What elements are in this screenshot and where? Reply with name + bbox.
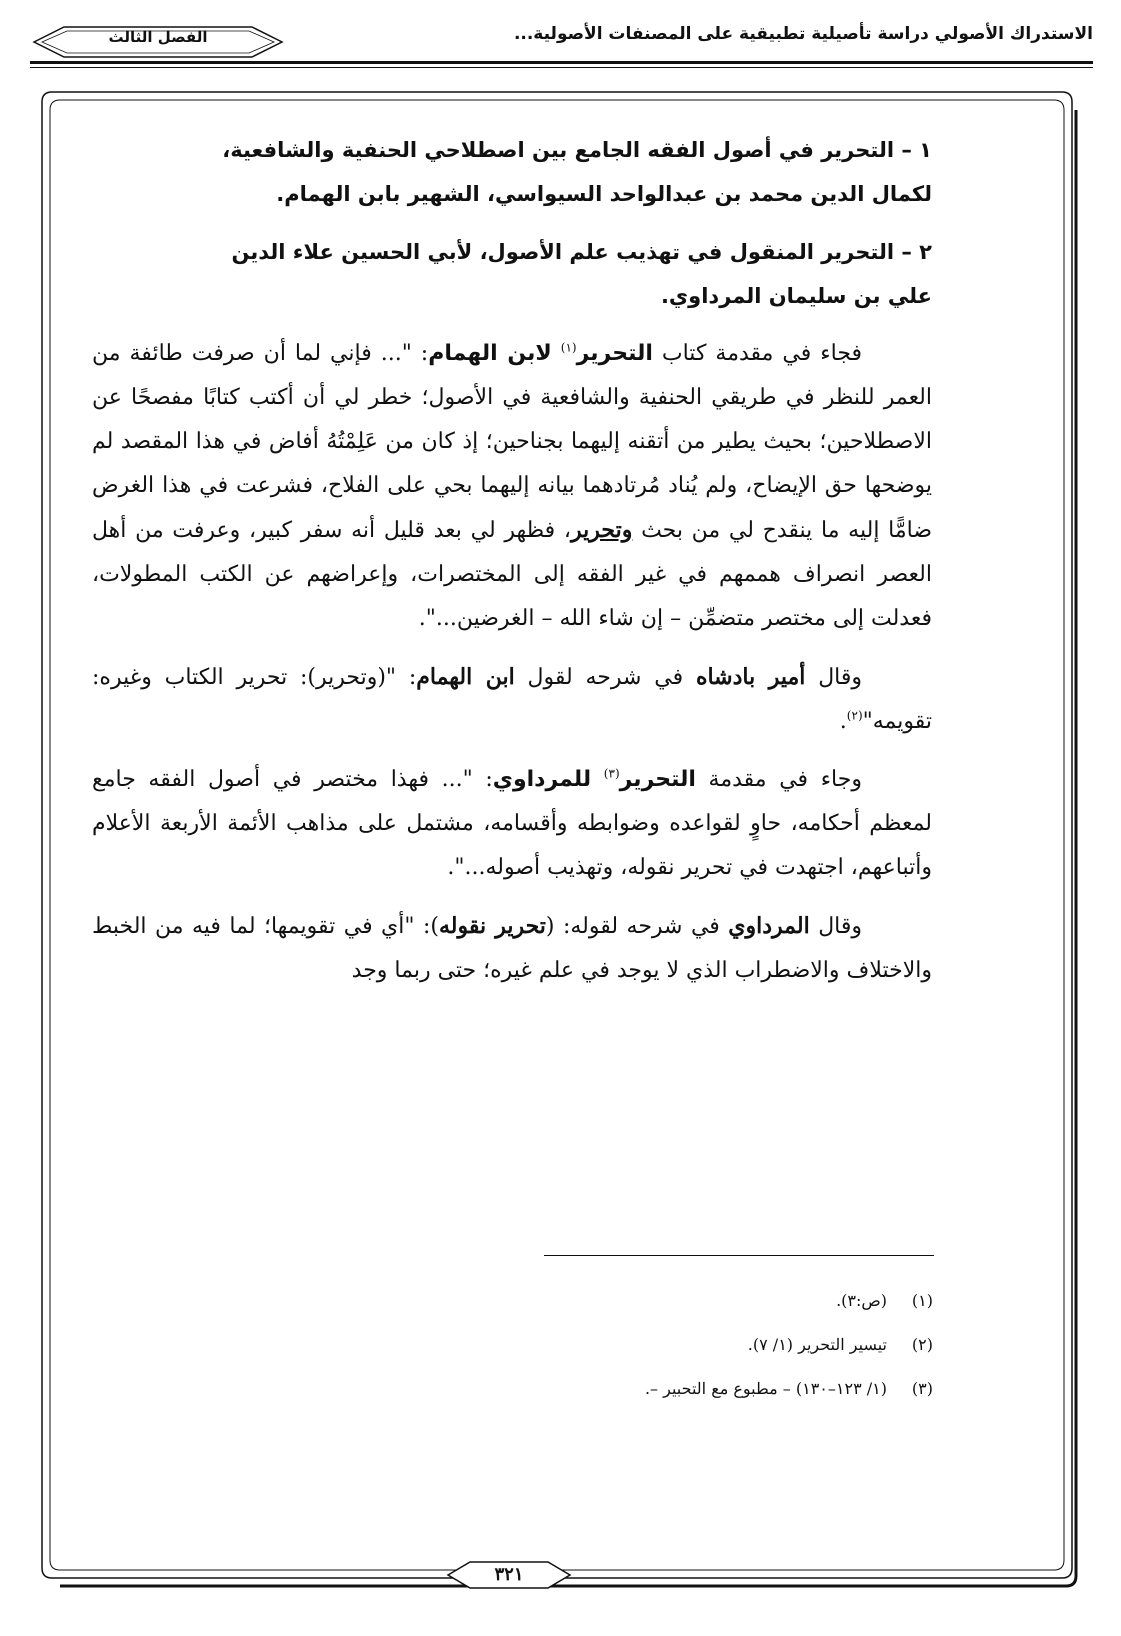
p4-text-e: ): "أي في تقويمها؛ لما فيه من الخبط والاختلاف والاضطراب الذي لا يوجد في علم غيره؛ حتى ربما وجد [92, 914, 932, 983]
item2-line2: علي بن سليمان المرداوي. [660, 284, 932, 308]
footnote-number: (١) [911, 1291, 933, 1310]
paragraph-1 [92, 332, 932, 641]
p4-quoted: تحرير نقوله [438, 913, 546, 939]
chapter-label: الفصل الثالث [108, 28, 208, 46]
footnote-ref-3[interactable]: (٣) [603, 766, 620, 781]
item1-line2: لكمال الدين محمد بن عبدالواحد السيواسي، الشهير بابن الهمام. [276, 182, 932, 206]
item1-line1: ١ – التحرير في أصول الفقه الجامع بين اصطلاحي الحنفية والشافعية، [222, 138, 932, 162]
page-number: ٣٢١ [494, 1564, 524, 1585]
p1-author: لابن الهمام [428, 341, 552, 366]
p1-text-a: فجاء في مقدمة كتاب [661, 341, 863, 366]
p3-text-a: وجاء في مقدمة [708, 767, 862, 792]
footnote-2 [233, 1334, 933, 1356]
paragraph-4 [92, 904, 932, 993]
p1-text-d: : "... فإني لما أن صرفت طائفة من العمر للنظر في طريقي الحنفية والشافعية في الأصول؛ خطر لي أن أكتب كتابًا مفصحًا عن الاصطلاحين؛ بحيث يطير من أتقنه إليهما بجناحين؛ إذ كان من عَلِمْتُهُ أفاض في هذا المقصد لم يوضحها حق الإيضاح، ولم يُناد مُرتادهما بيانه إليهما بحي على الفلاح، فشرعت في هذا الغرض ضامًّا إليه ما ينقدح لي من بحث [92, 341, 932, 543]
item2-line1: ٢ – التحرير المنقول في تهذيب علم الأصول، لأبي الحسين علاء الدين [231, 240, 932, 264]
p2-text-c: في شرحه لقول [527, 665, 684, 690]
p3-text-d: : "... فهذا مختصر في أصول الفقه جامع لمعظم أحكامه، حاوٍ لقواعده وضوابطه وأقسامه، مشتمل على مذاهب الأئمة الأربعة الأعلام وأتباعهم، اجتهدت في تحرير نقوله، وتهذيب أصوله...". [92, 767, 932, 880]
footnote-number: (٣) [911, 1379, 933, 1398]
footnote-1 [233, 1290, 933, 1312]
p2-text-e: : "(وتحرير): تحرير الكتاب وغيره: تقويمه" [92, 665, 932, 734]
p2-name-1: أمير بادشاه [695, 664, 806, 690]
p3-author: للمرداوي [492, 767, 592, 792]
p2-text-f: . [839, 709, 847, 734]
footnote-text: تيسير التحرير (١/ ٧). [747, 1335, 887, 1354]
p1-underlined-word: وتحرير [571, 517, 633, 543]
chapter-tab [30, 24, 286, 60]
p3-book-title: التحرير [619, 767, 696, 792]
footnote-ref-2[interactable]: (٢) [846, 708, 863, 723]
paragraph-3 [92, 758, 932, 890]
header-rule [30, 61, 1093, 64]
list-item-2 [92, 230, 932, 318]
footnote-number: (٢) [911, 1335, 933, 1354]
footnote-separator [544, 1255, 934, 1256]
p4-name: المرداوي [728, 913, 810, 939]
p2-text-a: وقال [818, 665, 863, 690]
p4-text-a: وقال [818, 914, 863, 939]
p1-text-f: ، فظهر لي بعد قليل أنه سفر كبير، وعرفت من أهل العصر انصراف هممهم في غير الفقه إلى المختصرات، وإعراضهم عن الكتب المطولات، فعدلت إلى مختصر متضمِّن – إن شاء الله – الغرضين...". [92, 518, 932, 631]
p4-text-c: في شرحه لقوله: ( [545, 914, 720, 939]
footnotes [233, 1290, 933, 1422]
page-number-badge [444, 1559, 574, 1591]
header-rule-thin [30, 67, 1093, 68]
main-text [92, 128, 932, 1007]
p1-book-title: التحرير [576, 341, 653, 366]
footnote-text: (ص:٣). [836, 1291, 887, 1310]
footnote-3 [233, 1378, 933, 1400]
paragraph-2 [92, 655, 932, 744]
p2-name-2: ابن الهمام [416, 664, 515, 690]
running-title: الاستدراك الأصولي دراسة تأصيلية تطبيقية على المصنفات الأصولية... [513, 24, 1093, 44]
footnote-text: (١/ ١٢٣–١٣٠) – مطبوع مع التحبير –. [644, 1379, 887, 1398]
footnote-ref-1[interactable]: (١) [560, 340, 577, 355]
list-item-1 [92, 128, 932, 216]
